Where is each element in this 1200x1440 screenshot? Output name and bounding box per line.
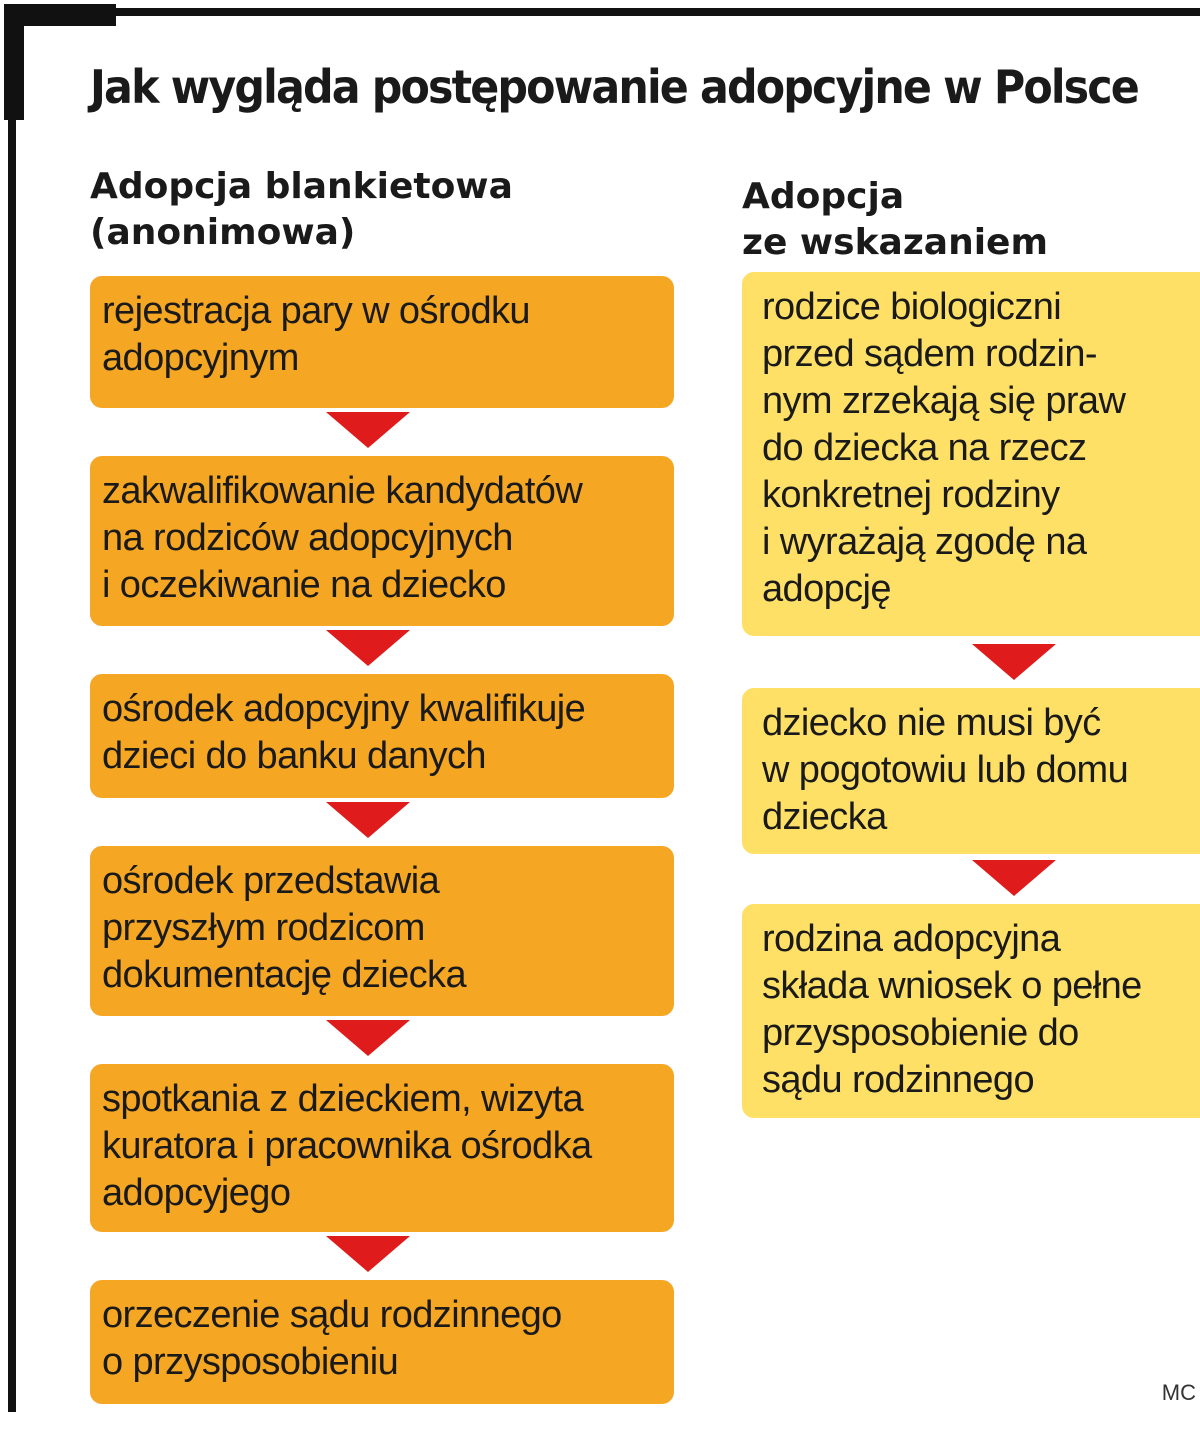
step-text-line: zakwalifikowanie kandydatów	[102, 470, 583, 512]
step-text-line: w pogotowiu lub domu	[762, 749, 1129, 791]
down-arrow-icon	[972, 644, 1056, 680]
right-step-2	[742, 688, 1200, 854]
left-heading-line: Adopcja blankietowa	[90, 166, 513, 207]
left-step-2	[90, 456, 674, 626]
left-heading-line: (anonimowa)	[90, 212, 356, 253]
step-text-line: o przysposobieniu	[102, 1341, 399, 1383]
left-step-1	[90, 276, 674, 408]
step-text-line: adopcyjego	[102, 1172, 291, 1214]
step-text-line: przyszłym rodzicom	[102, 907, 425, 949]
step-text-line: adopcyjnym	[102, 337, 299, 379]
step-text-line: rodzina adopcyjna	[762, 918, 1061, 960]
step-text-line: konkretnej rodziny	[762, 474, 1060, 516]
step-text-line: adopcję	[762, 568, 891, 610]
step-text-line: przysposobienie do	[762, 1012, 1079, 1054]
author-credit: MC	[1161, 1380, 1196, 1405]
down-arrow-icon	[972, 860, 1056, 896]
page-title: Jak wygląda postępowanie adopcyjne w Polsce	[90, 60, 1138, 114]
step-text-line: i oczekiwanie na dziecko	[102, 564, 506, 606]
step-text-line: kuratora i pracownika ośrodka	[102, 1125, 592, 1167]
step-text-line: dzieci do banku danych	[102, 735, 486, 777]
step-text-line: rodzice biologiczni	[762, 286, 1062, 328]
step-text-line: składa wniosek o pełne	[762, 965, 1142, 1007]
right-step-3	[742, 904, 1200, 1118]
left-column-heading	[90, 164, 513, 256]
left-step-3	[90, 674, 674, 798]
step-text-line: nym zrzekają się praw	[762, 380, 1126, 422]
down-arrow-icon	[326, 1236, 410, 1272]
right-heading-line: ze wskazaniem	[742, 222, 1048, 263]
step-text-line: i wyrażają zgodę na	[762, 521, 1087, 563]
right-column-heading	[742, 174, 1048, 266]
step-text-line: dokumentację dziecka	[102, 954, 466, 996]
down-arrow-icon	[326, 802, 410, 838]
right-step-1	[742, 272, 1200, 636]
step-text-line: do dziecka na rzecz	[762, 427, 1087, 469]
left-step-4	[90, 846, 674, 1016]
step-text-line: sądu rodzinnego	[762, 1059, 1034, 1101]
down-arrow-icon	[326, 1020, 410, 1056]
step-text-line: ośrodek adopcyjny kwalifikuje	[102, 688, 586, 730]
step-text-line: spotkania z dzieckiem, wizyta	[102, 1078, 584, 1120]
step-text-line: orzeczenie sądu rodzinnego	[102, 1294, 562, 1336]
step-text-line: na rodziców adopcyjnych	[102, 517, 513, 559]
step-text-line: dziecka	[762, 796, 887, 838]
step-text-line: rejestracja pary w ośrodku	[102, 290, 530, 332]
right-heading-line: Adopcja	[742, 176, 905, 217]
step-text-line: przed sądem rodzin-	[762, 333, 1097, 375]
step-text-line: dziecko nie musi być	[762, 702, 1101, 744]
down-arrow-icon	[326, 412, 410, 448]
left-step-5	[90, 1064, 674, 1232]
frame-top-rule	[8, 8, 1200, 16]
left-step-6	[90, 1280, 674, 1404]
frame-left-rule	[8, 8, 16, 1412]
down-arrow-icon	[326, 630, 410, 666]
step-text-line: ośrodek przedstawia	[102, 860, 440, 902]
